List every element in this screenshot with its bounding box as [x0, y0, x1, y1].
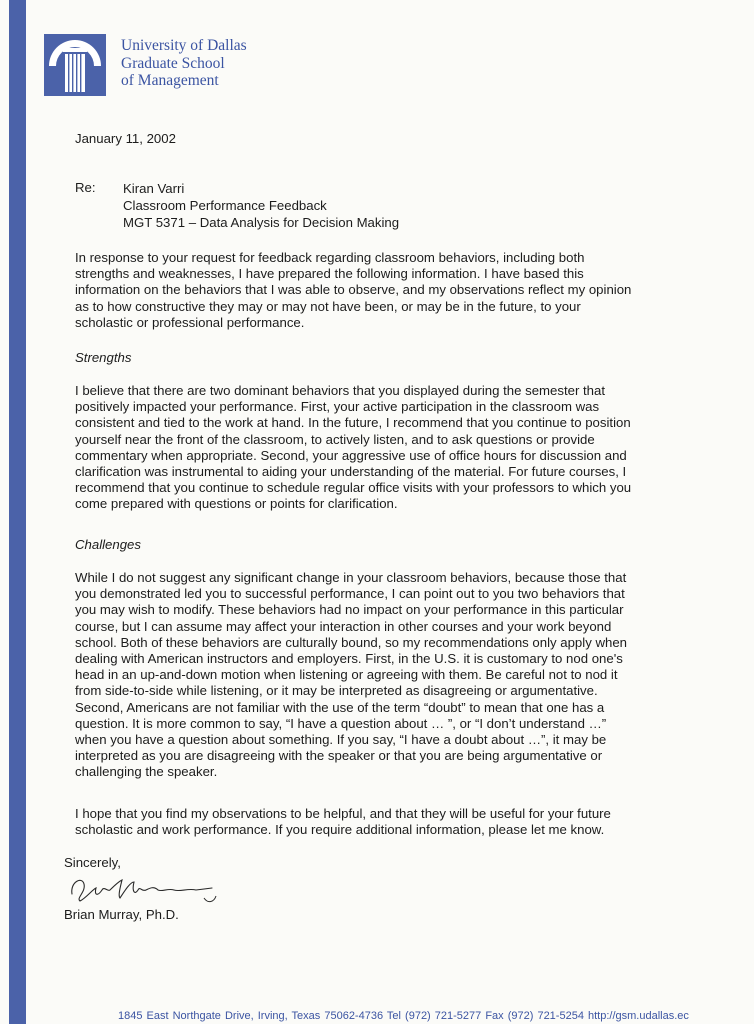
footer-address: 1845 East Northgate Drive, Irving, Texas 75062-4736 Tel (972) 721-5277 Fax (972) 721-5254 http://gsm.udallas.ec — [118, 1010, 689, 1022]
re-line: MGT 5371 – Data Analysis for Decision Making — [123, 215, 400, 230]
text-line: In response to your request for feedback regarding classroom behaviors, including both — [75, 250, 585, 265]
text-line: scholastic or professional performance. — [75, 314, 305, 330]
text-line: head in an up-and-down motion when listening or agreeing with them. Be careful not to nod it — [75, 667, 618, 683]
intro-paragraph — [75, 250, 631, 331]
re-subject — [123, 180, 399, 231]
letterhead — [121, 37, 247, 90]
text-line: yourself near the front of the classroom, to actively listen, and to ask questions or provide — [75, 431, 595, 447]
strengths-paragraph — [75, 383, 631, 513]
text-line: school. Both of these behaviors are culturally bound, so my recommendations only apply when — [75, 634, 627, 650]
text-line: clarification was instrumental to aiding your understanding of the material. For future courses, I — [75, 464, 627, 480]
sincerely-text: Sincerely, — [64, 855, 121, 870]
strengths-heading: Strengths — [75, 350, 132, 365]
text-line: While I do not suggest any significant change in your classroom behaviors, because those that — [75, 570, 627, 585]
text-line: from side-to-side while listening, or it may be interpreted as disagreeing or argumentative. — [75, 683, 598, 699]
text-line: come prepared with questions or points for clarification. — [75, 496, 398, 512]
text-line: scholastic and work performance. If you require additional information, please let me know. — [75, 822, 605, 838]
text-line: as to how constructive they may or may not have been, or may be in the future, to your — [75, 298, 581, 314]
text-line: information on the behaviors that I was able to observe, and my observations reflect my opinion — [75, 282, 632, 298]
re-line: Classroom Performance Feedback — [123, 198, 327, 213]
text-line: I believe that there are two dominant behaviors that you displayed during the semester that — [75, 383, 606, 398]
text-line: you may wish to modify. These behaviors had no impact on your performance in this particular — [75, 602, 624, 618]
challenges-paragraph — [75, 570, 627, 781]
left-accent-bar — [9, 0, 26, 1024]
text-line: consistent and tied to the work at hand. In the future, I recommend that you continue to position — [75, 415, 631, 431]
text-line: challenging the speaker. — [75, 764, 218, 780]
letterhead-line-1: University of Dallas — [121, 37, 247, 54]
text-line: positively impacted your performance. First, your active participation in the classroom was — [75, 399, 600, 415]
text-line: course, but I can assume may affect your interaction in other courses and your work beyond — [75, 618, 612, 634]
letterhead-line-3: of Management — [121, 72, 219, 89]
university-logo — [44, 34, 106, 96]
text-line: Second, Americans are not familiar with the use of the term “doubt” to mean that one has a — [75, 699, 605, 715]
text-line: strengths and weaknesses, I have prepared the following information. I have based this — [75, 266, 584, 282]
signer-name: Brian Murray, Ph.D. — [64, 907, 179, 922]
re-label: Re: — [75, 180, 96, 195]
text-line: interpreted as you are disagreeing with the speaker or that you are being argumentative or — [75, 748, 603, 764]
letterhead-line-2: Graduate School — [121, 54, 225, 72]
text-line: question. It is more common to say, “I have a question about … ”, or “I don’t understand …” — [75, 715, 607, 731]
text-line: commentary when appropriate. Second, your aggressive use of office hours for discussion and — [75, 447, 627, 463]
text-line: you demonstrated led you to successful performance, I can point out to you two behaviors that — [75, 586, 625, 602]
letter-date: January 11, 2002 — [75, 131, 176, 146]
text-line: when you have a question about something. If you say, “I have a doubt about …”, it may be — [75, 732, 607, 748]
text-line: I hope that you find my observations to be helpful, and that they will be useful for your future — [75, 806, 611, 821]
re-line: Kiran Varri — [123, 181, 185, 196]
challenges-heading: Challenges — [75, 537, 141, 552]
closing-paragraph — [75, 806, 611, 838]
text-line: recommend that you continue to schedule regular office visits with your professors to which you — [75, 480, 632, 496]
text-line: dealing with American instructors and employers. First, in the U.S. it is customary to nod one's — [75, 651, 623, 667]
